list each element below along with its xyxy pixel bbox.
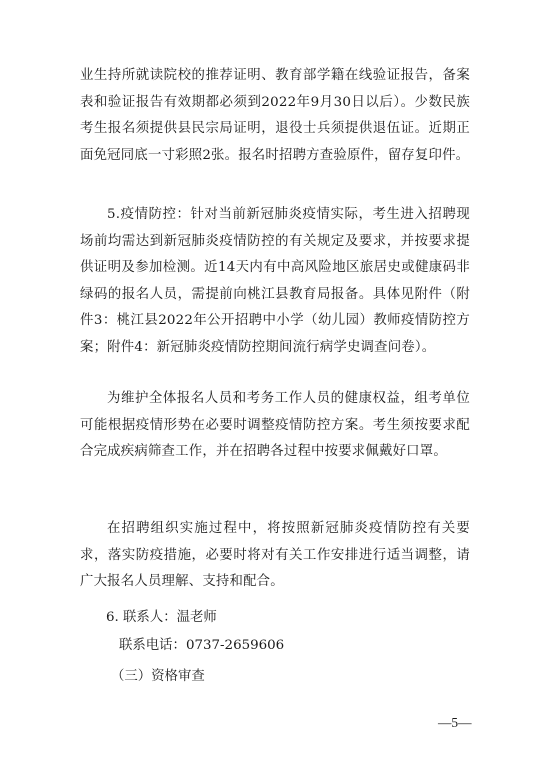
section-heading: （三）资格审查 [111,669,205,684]
paragraph-health-protection: 为维护全体报名人员和考务工作人员的健康权益，组考单位可能根据疫情形势在必要时调整疫情防控方案。考生须按要求配合完成疾病筛查工作，并在招聘各过程中按要求佩戴好口罩。 [80,391,470,459]
paragraph-requirements-continued: 业生持所就读院校的推荐证明、教育部学籍在线验证报告，备案表和验证报告有效期都必须到2022年9月30日以后）。少数民族考生报名须提供县民宗局证明，退役士兵须提供退伍证。近期正面免冠同底一寸彩照2张。报名时招聘方查验原件，留存复印件。 [80,68,470,163]
paragraph-implementation-notice: 在招聘组织实施过程中，将按照新冠肺炎疫情防控有关要求，落实防疫措施，必要时将对有关工作安排进行适当调整，请广大报名人员理解、支持和配合。 [80,521,470,589]
contact-person: 6. 联系人：温老师 [106,610,217,625]
contact-phone: 联系电话：0737-2659606 [119,638,285,653]
page-number: —5— [438,715,472,730]
paragraph-epidemic-prevention: 5.疫情防控：针对当前新冠肺炎疫情实际，考生进入招聘现场前均需达到新冠肺炎疫情防控的有关规定及要求，并按要求提供证明及参加检测。近14天内有中高风险地区旅居史或健康码非绿码的报名人员，需提前向桃江县教育局报备。具体见附件（附件3：桃江县2022年公开招聘中小学（幼儿园）教师疫情防控方案；附件4：新冠肺炎疫情防控期间流行病学史调查问卷）。 [80,207,470,355]
